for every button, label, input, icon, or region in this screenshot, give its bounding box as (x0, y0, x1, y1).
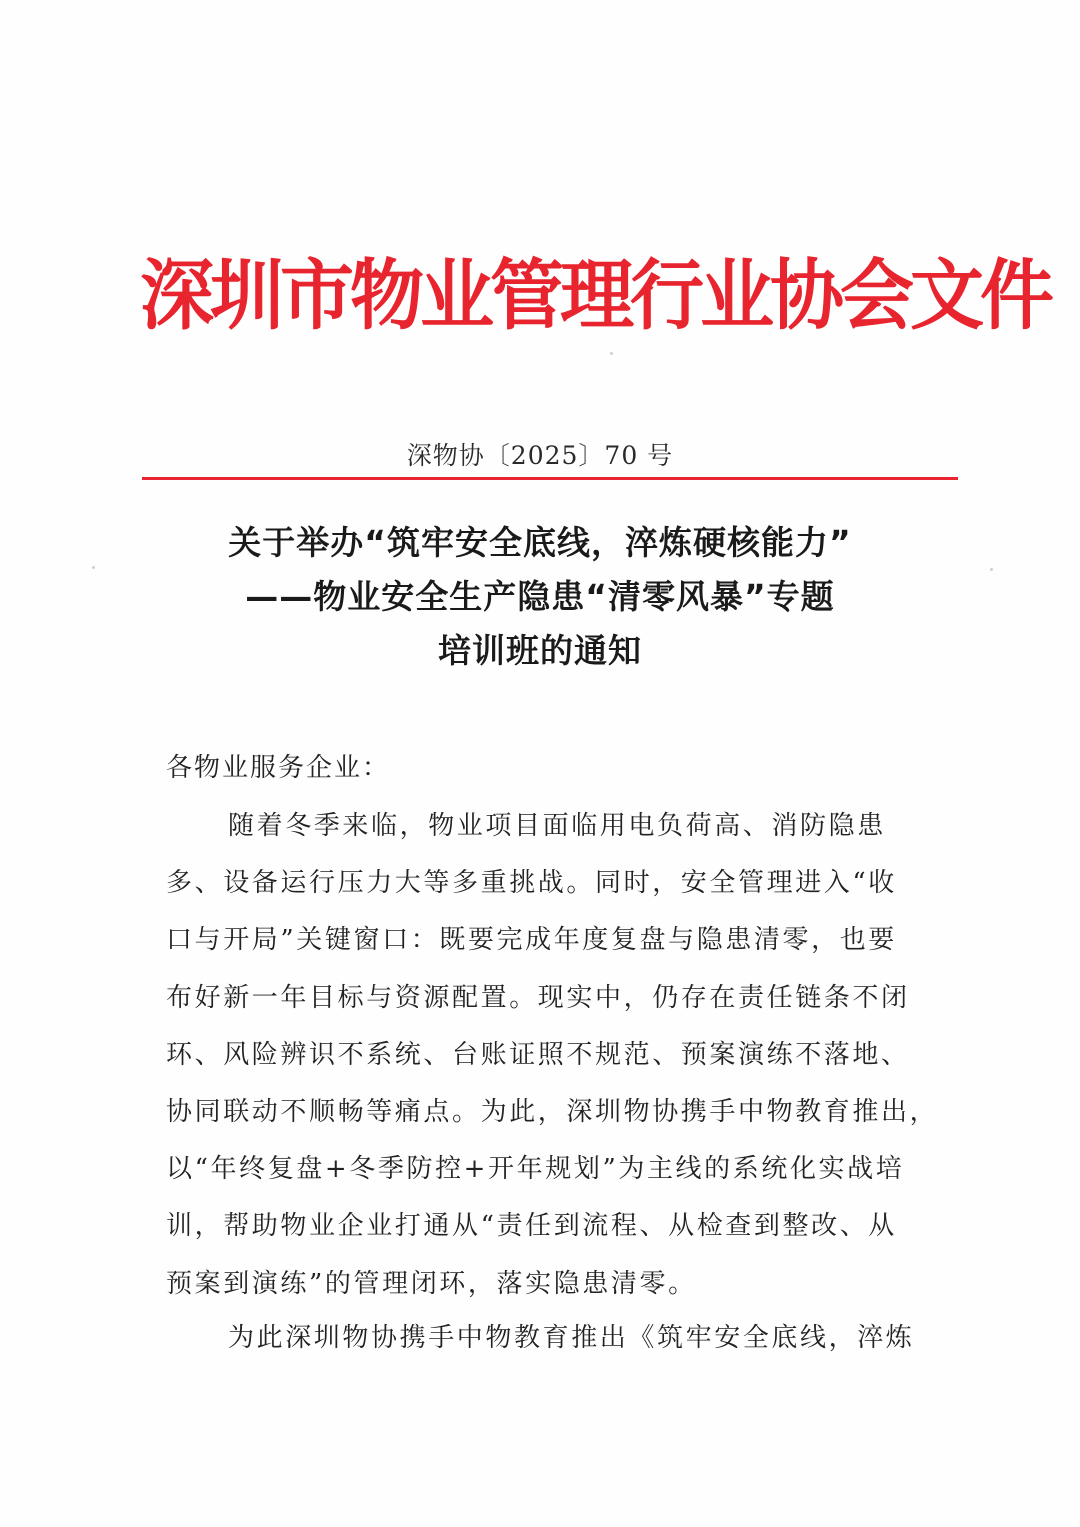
body-paragraph-2: 为此深圳物协携手中物教育推出《筑牢安全底线，淬炼 (228, 1323, 915, 1353)
body-line: 环、风险辨识不系统、台账证照不规范、预案演练不落地、 (166, 1039, 910, 1070)
body-line: 随着冬季来临，物业项目面临用电负荷高、消防隐患 (228, 811, 886, 841)
red-separator-rule (142, 477, 958, 480)
scan-speck (92, 566, 95, 569)
body-line: 布好新一年目标与资源配置。现实中，仍存在责任链条不闭 (166, 982, 910, 1013)
document-number: 深物协〔2025〕70 号 (406, 441, 674, 470)
scan-speck (610, 352, 613, 355)
scan-speck (990, 568, 993, 571)
subject-line: 关于举办“筑牢安全底线，淬炼硬核能力” (228, 523, 852, 562)
body-line: 协同联动不顺畅等痛点。为此，深圳物协携手中物教育推出， (166, 1096, 939, 1127)
subject-line: 培训班的通知 (438, 631, 642, 670)
body-line: 以“年终复盘+冬季防控+开年规划”为主线的系统化实战培 (166, 1154, 905, 1185)
subject-line: ——物业安全生产隐患“清零风暴”专题 (245, 577, 835, 616)
notice-subject (140, 516, 940, 678)
body-paragraph-1 (166, 806, 939, 1321)
body-line: 训，帮助物业企业打通从“责任到流程、从检查到整改、从 (166, 1211, 897, 1242)
salutation: 各物业服务企业： (166, 753, 391, 783)
org-header-title: 深圳市物业管理行业协会文件 (140, 251, 1050, 341)
body-line: 预案到演练”的管理闭环，落实隐患清零。 (166, 1268, 697, 1299)
body-line: 口与开局”关键窗口：既要完成年度复盘与隐患清零，也要 (166, 925, 897, 956)
body-line: 多、设备运行压力大等多重挑战。同时，安全管理进入“收 (166, 868, 897, 899)
